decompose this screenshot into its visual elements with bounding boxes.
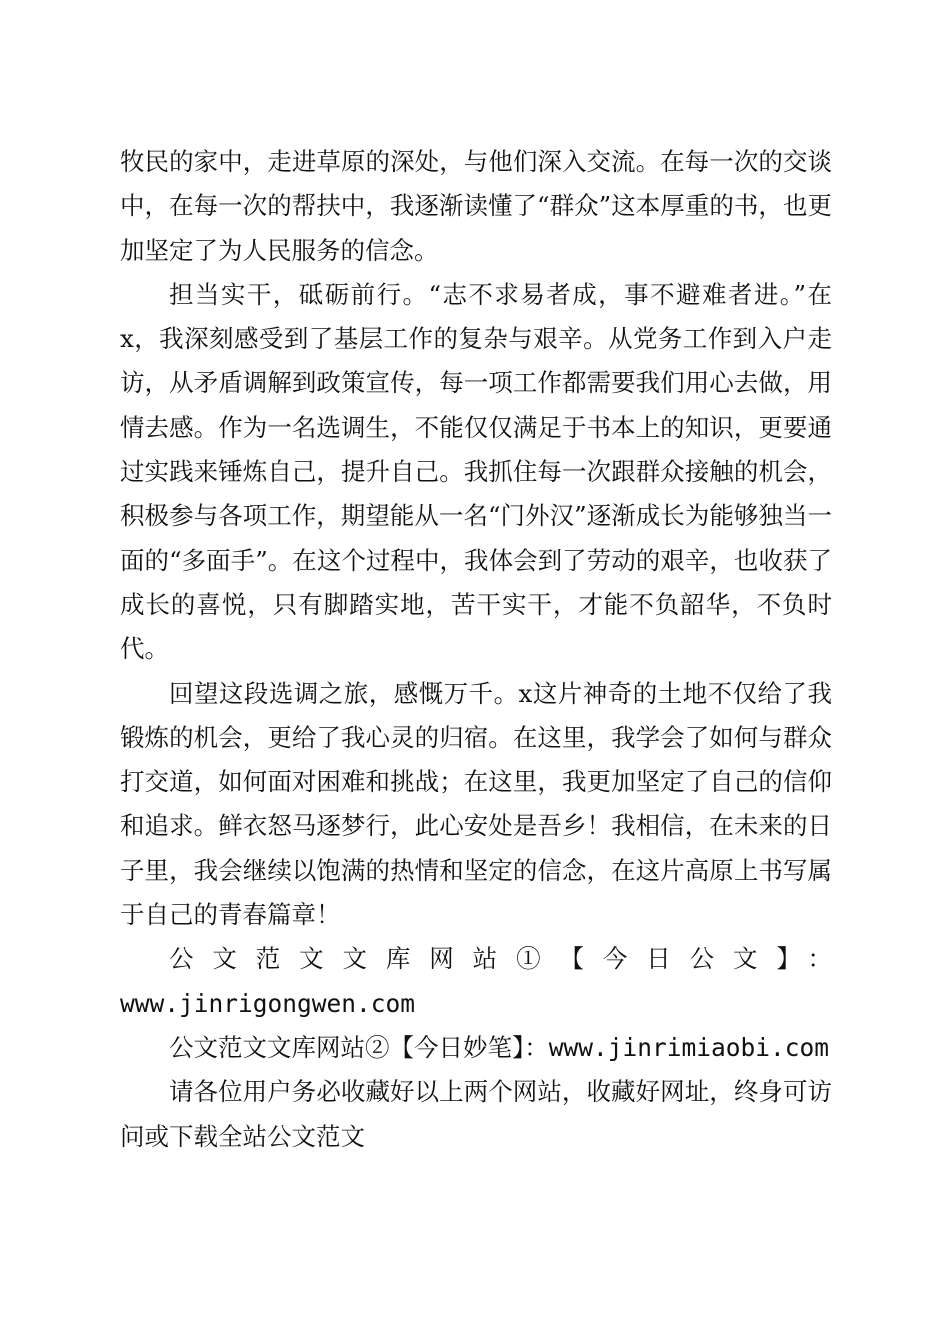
paragraph-3: 回望这段选调之旅，感慨万千。x这片神奇的土地不仅给了我锻炼的机会，更给了我心灵的归宿。在这里，我学会了如何与群众打交道，如何面对困难和挑战；在这里，我更加坚定了自己的信仰和追求。鲜衣怒马逐梦行，此心安处是吾乡！我相信，在未来的日子里，我会继续以饱满的热情和坚定的信念，在这片高原上书写属于自己的青春篇章！: [120, 678, 832, 930]
notice-text: 请各位用户务必收藏好以上两个网站，收藏好网址，终身可访问或下载全站公文范文: [120, 1077, 832, 1151]
site1-label: 公文范文文库网站①【今日公文】：: [169, 944, 832, 974]
site2-label: 公文范文文库网站②【今日妙笔】：: [169, 1032, 549, 1062]
paragraph-1: 牧民的家中，走进草原的深处，与他们深入交流。在每一次的交谈中，在每一次的帮扶中，我逐渐读懂了“群众”这本厚重的书，也更加坚定了为人民服务的信念。: [120, 147, 832, 265]
paragraph-2: 担当实干，砥砺前行。“志不求易者成，事不避难者进。”在x，我深刻感受到了基层工作的复杂与艰辛。从党务工作到入户走访，从矛盾调解到政策宣传，每一项工作都需要我们用心去做，用情去感。作为一名选调生，不能仅仅满足于书本上的知识，更要通过实践来锤炼自己，提升自己。我抓住每一次跟群众接触的机会，积极参与各项工作，期望能从一名“门外汉”逐渐成长为能够独当一面的“多面手”。在这个过程中，我体会到了劳动的艰辛，也收获了成长的喜悦，只有脚踏实地，苦干实干，才能不负韶华，不负时代。: [120, 279, 832, 664]
site2-line: [120, 1026, 832, 1070]
document-page: [120, 140, 832, 1159]
site2-url: www.jinrimiaobi.com: [548, 1032, 830, 1062]
site1-url: www.jinrigongwen.com: [120, 988, 416, 1018]
